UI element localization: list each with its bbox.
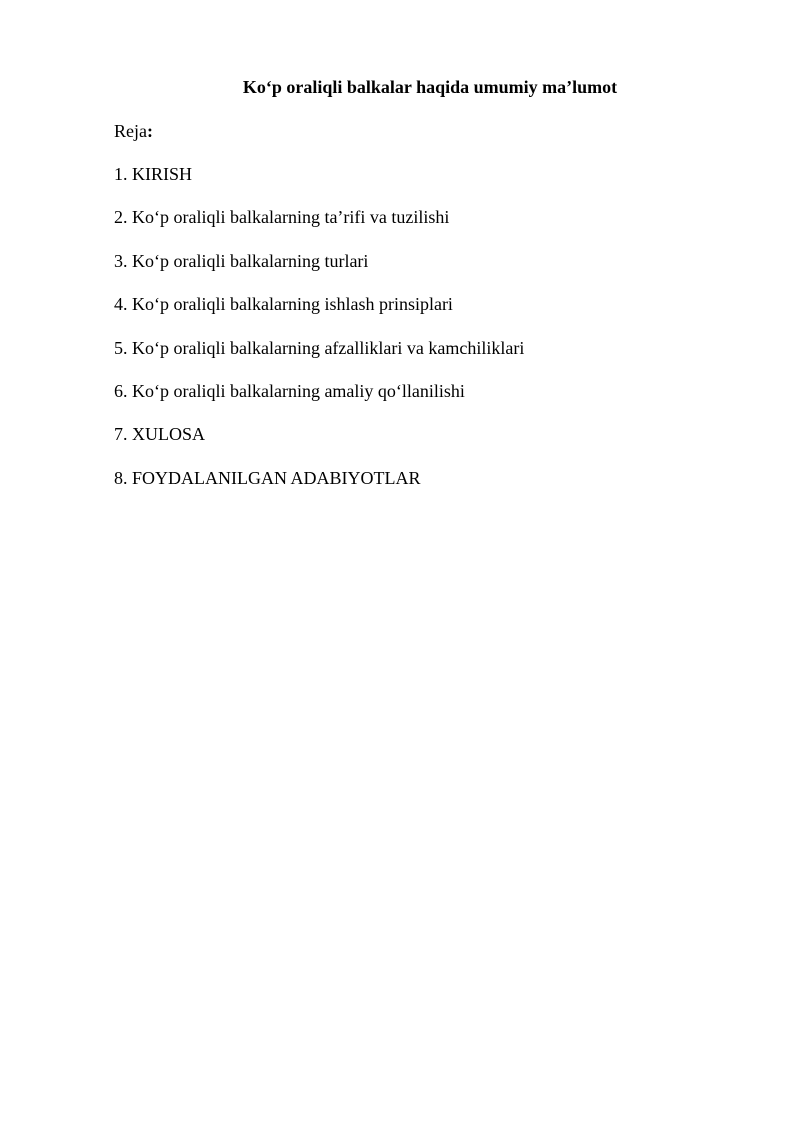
plan-list [114, 163, 524, 510]
plan-heading-text: Reja [114, 121, 147, 141]
plan-item-types: 3. Ko‘p oraliqli balkalarning turlari [114, 250, 369, 271]
plan-item-principles: 4. Ko‘p oraliqli balkalarning ishlash prinsiplari [114, 294, 453, 315]
plan-item-application: 6. Ko‘p oraliqli balkalarning amaliy qo‘llanilishi [114, 380, 465, 401]
document-title: Ko‘p oraliqli balkalar haqida umumiy ma’lumot [242, 77, 618, 97]
plan-item-pros-cons: 5. Ko‘p oraliqli balkalarning afzalliklari va kamchiliklari [114, 337, 525, 358]
plan-item-references: 8. FOYDALANILGAN ADABIYOTLAR [114, 467, 421, 488]
plan-item-introduction: 1. KIRISH [114, 164, 193, 184]
plan-item-definition: 2. Ko‘p oraliqli balkalarning ta’rifi va tuzilishi [114, 207, 450, 228]
plan-heading-colon: : [147, 121, 153, 141]
plan-item-conclusion: 7. XULOSA [114, 424, 206, 445]
plan-heading [114, 120, 153, 142]
